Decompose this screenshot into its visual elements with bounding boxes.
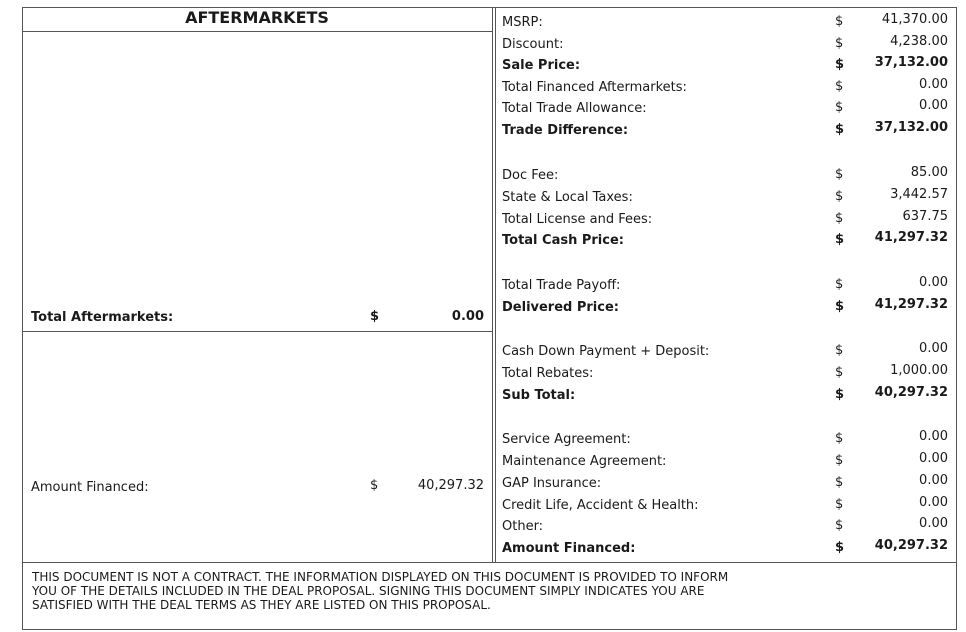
summary-row-value: 3,442.57 xyxy=(890,187,948,202)
summary-row-label: Trade Difference: xyxy=(502,123,629,138)
summary-row-value: 40,297.32 xyxy=(874,538,948,553)
total-aftermarkets-label: Total Aftermarkets: xyxy=(31,310,174,325)
summary-row-currency: $ xyxy=(835,79,844,94)
summary-row-currency: $ xyxy=(835,36,844,51)
summary-row-label: MSRP: xyxy=(502,15,543,30)
summary-row-label: Discount: xyxy=(502,37,564,52)
summary-row-value: 0.00 xyxy=(919,451,948,466)
summary-row-label: Total Rebates: xyxy=(502,366,594,381)
summary-row-label: Total Trade Allowance: xyxy=(502,101,647,116)
summary-row-value: 0.00 xyxy=(919,473,948,488)
amount-financed-currency: $ xyxy=(370,478,379,493)
summary-row-label: Other: xyxy=(502,519,544,534)
header-underline xyxy=(22,31,493,32)
summary-row-value: 0.00 xyxy=(919,495,948,510)
summary-row-currency: $ xyxy=(835,475,844,490)
summary-row-currency: $ xyxy=(835,14,844,29)
summary-row-label: Amount Financed: xyxy=(502,541,636,556)
disclaimer-line: SATISFIED WITH THE DEAL TERMS AS THEY ARE LISTED ON THIS PROPOSAL. xyxy=(32,598,491,612)
summary-row-label: Maintenance Agreement: xyxy=(502,454,667,469)
summary-row-label: Total Trade Payoff: xyxy=(502,278,621,293)
summary-row-currency: $ xyxy=(835,122,845,137)
summary-row-value: 37,132.00 xyxy=(874,120,948,135)
summary-row-label: Sub Total: xyxy=(502,388,576,403)
summary-row-label: Service Agreement: xyxy=(502,432,631,447)
summary-row-label: Total Financed Aftermarkets: xyxy=(502,80,687,95)
summary-row-currency: $ xyxy=(835,211,844,226)
summary-row-label: Cash Down Payment + Deposit: xyxy=(502,344,710,359)
summary-row-currency: $ xyxy=(835,431,844,446)
summary-row-label: Sale Price: xyxy=(502,58,581,73)
summary-row-value: 0.00 xyxy=(919,275,948,290)
disclaimer-line: YOU OF THE DETAILS INCLUDED IN THE DEAL PROPOSAL. SIGNING THIS DOCUMENT SIMPLY INDICATES YOU ARE xyxy=(32,584,705,598)
aftermarkets-bottom-line xyxy=(22,331,493,332)
summary-row-currency: $ xyxy=(835,167,844,182)
summary-row-value: 85.00 xyxy=(910,165,948,180)
summary-row-value: 37,132.00 xyxy=(874,55,948,70)
summary-row-value: 41,297.32 xyxy=(874,230,948,245)
summary-row-currency: $ xyxy=(835,299,845,314)
summary-row-value: 1,000.00 xyxy=(890,363,948,378)
total-aftermarkets-currency: $ xyxy=(370,309,380,324)
summary-row-value: 40,297.32 xyxy=(874,385,948,400)
summary-row-label: Delivered Price: xyxy=(502,300,619,315)
summary-row-currency: $ xyxy=(835,343,844,358)
summary-row-currency: $ xyxy=(835,518,844,533)
summary-row-currency: $ xyxy=(835,540,845,555)
summary-row-currency: $ xyxy=(835,387,845,402)
summary-row-value: 41,297.32 xyxy=(874,297,948,312)
amount-financed-label: Amount Financed: xyxy=(31,480,149,495)
summary-row-currency: $ xyxy=(835,277,844,292)
summary-row-currency: $ xyxy=(835,57,845,72)
summary-row-value: 637.75 xyxy=(902,209,948,224)
summary-row-currency: $ xyxy=(835,232,845,247)
summary-row-value: 41,370.00 xyxy=(881,12,948,27)
frame-left-line xyxy=(22,7,23,630)
summary-row-value: 0.00 xyxy=(919,429,948,444)
summary-row-value: 0.00 xyxy=(919,341,948,356)
frame-right-line xyxy=(956,7,957,630)
summary-row-value: 0.00 xyxy=(919,516,948,531)
amount-financed-value: 40,297.32 xyxy=(417,478,484,493)
summary-row-value: 4,238.00 xyxy=(890,34,948,49)
summary-row-value: 0.00 xyxy=(919,77,948,92)
summary-row-currency: $ xyxy=(835,365,844,380)
main-bottom-line xyxy=(22,562,957,563)
summary-row-label: Credit Life, Accident & Health: xyxy=(502,498,699,513)
summary-row-label: Total License and Fees: xyxy=(502,212,653,227)
frame-bottom-line xyxy=(22,629,957,630)
summary-row-label: Total Cash Price: xyxy=(502,233,624,248)
right-column-divider xyxy=(495,7,496,562)
summary-row-currency: $ xyxy=(835,189,844,204)
summary-row-label: Doc Fee: xyxy=(502,168,559,183)
summary-row-label: State & Local Taxes: xyxy=(502,190,633,205)
summary-row-currency: $ xyxy=(835,100,844,115)
total-aftermarkets-value: 0.00 xyxy=(451,309,484,324)
left-column-divider xyxy=(492,7,493,562)
disclaimer-line: THIS DOCUMENT IS NOT A CONTRACT. THE INFORMATION DISPLAYED ON THIS DOCUMENT IS PROVIDED TO INFORM xyxy=(32,570,729,584)
summary-row-value: 0.00 xyxy=(919,98,948,113)
summary-row-currency: $ xyxy=(835,453,844,468)
summary-row-label: GAP Insurance: xyxy=(502,476,602,491)
disclaimer-text xyxy=(32,570,792,612)
summary-row-currency: $ xyxy=(835,497,844,512)
aftermarkets-header: AFTERMARKETS xyxy=(185,8,329,27)
